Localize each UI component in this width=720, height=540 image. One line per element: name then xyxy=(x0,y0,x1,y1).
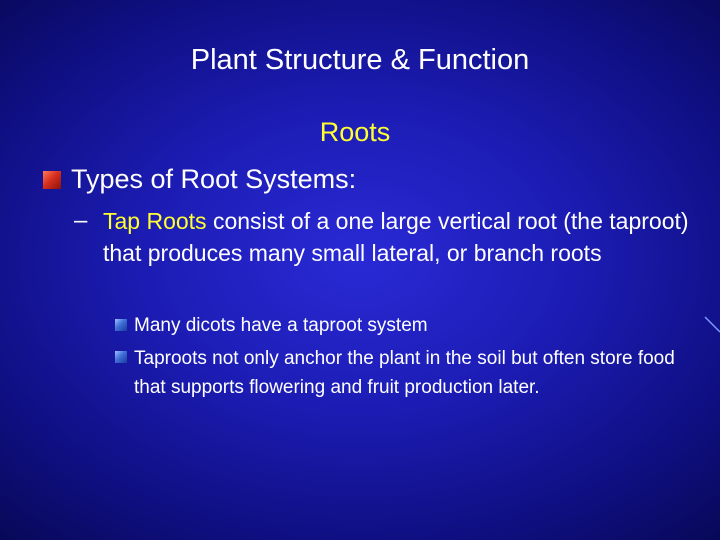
highlight-term: Tap Roots xyxy=(103,208,207,234)
dash-bullet: – xyxy=(74,207,88,234)
decorative-stroke xyxy=(705,317,720,332)
bullet-level1-text: Types of Root Systems: xyxy=(71,164,357,194)
slide-subtitle: Roots xyxy=(319,117,391,147)
bullet-level2-text: consist of a one large vertical root (the taproot) that produces many small lateral, or branch roots xyxy=(103,208,689,266)
bullet-level3-text: Many dicots have a taproot system xyxy=(134,315,428,336)
slide-title: Plant Structure & Function xyxy=(190,44,530,76)
bullet-level3-text: Taproots not only anchor the plant in the soil but often store food that supports flowering and fruit production later. xyxy=(134,348,675,398)
